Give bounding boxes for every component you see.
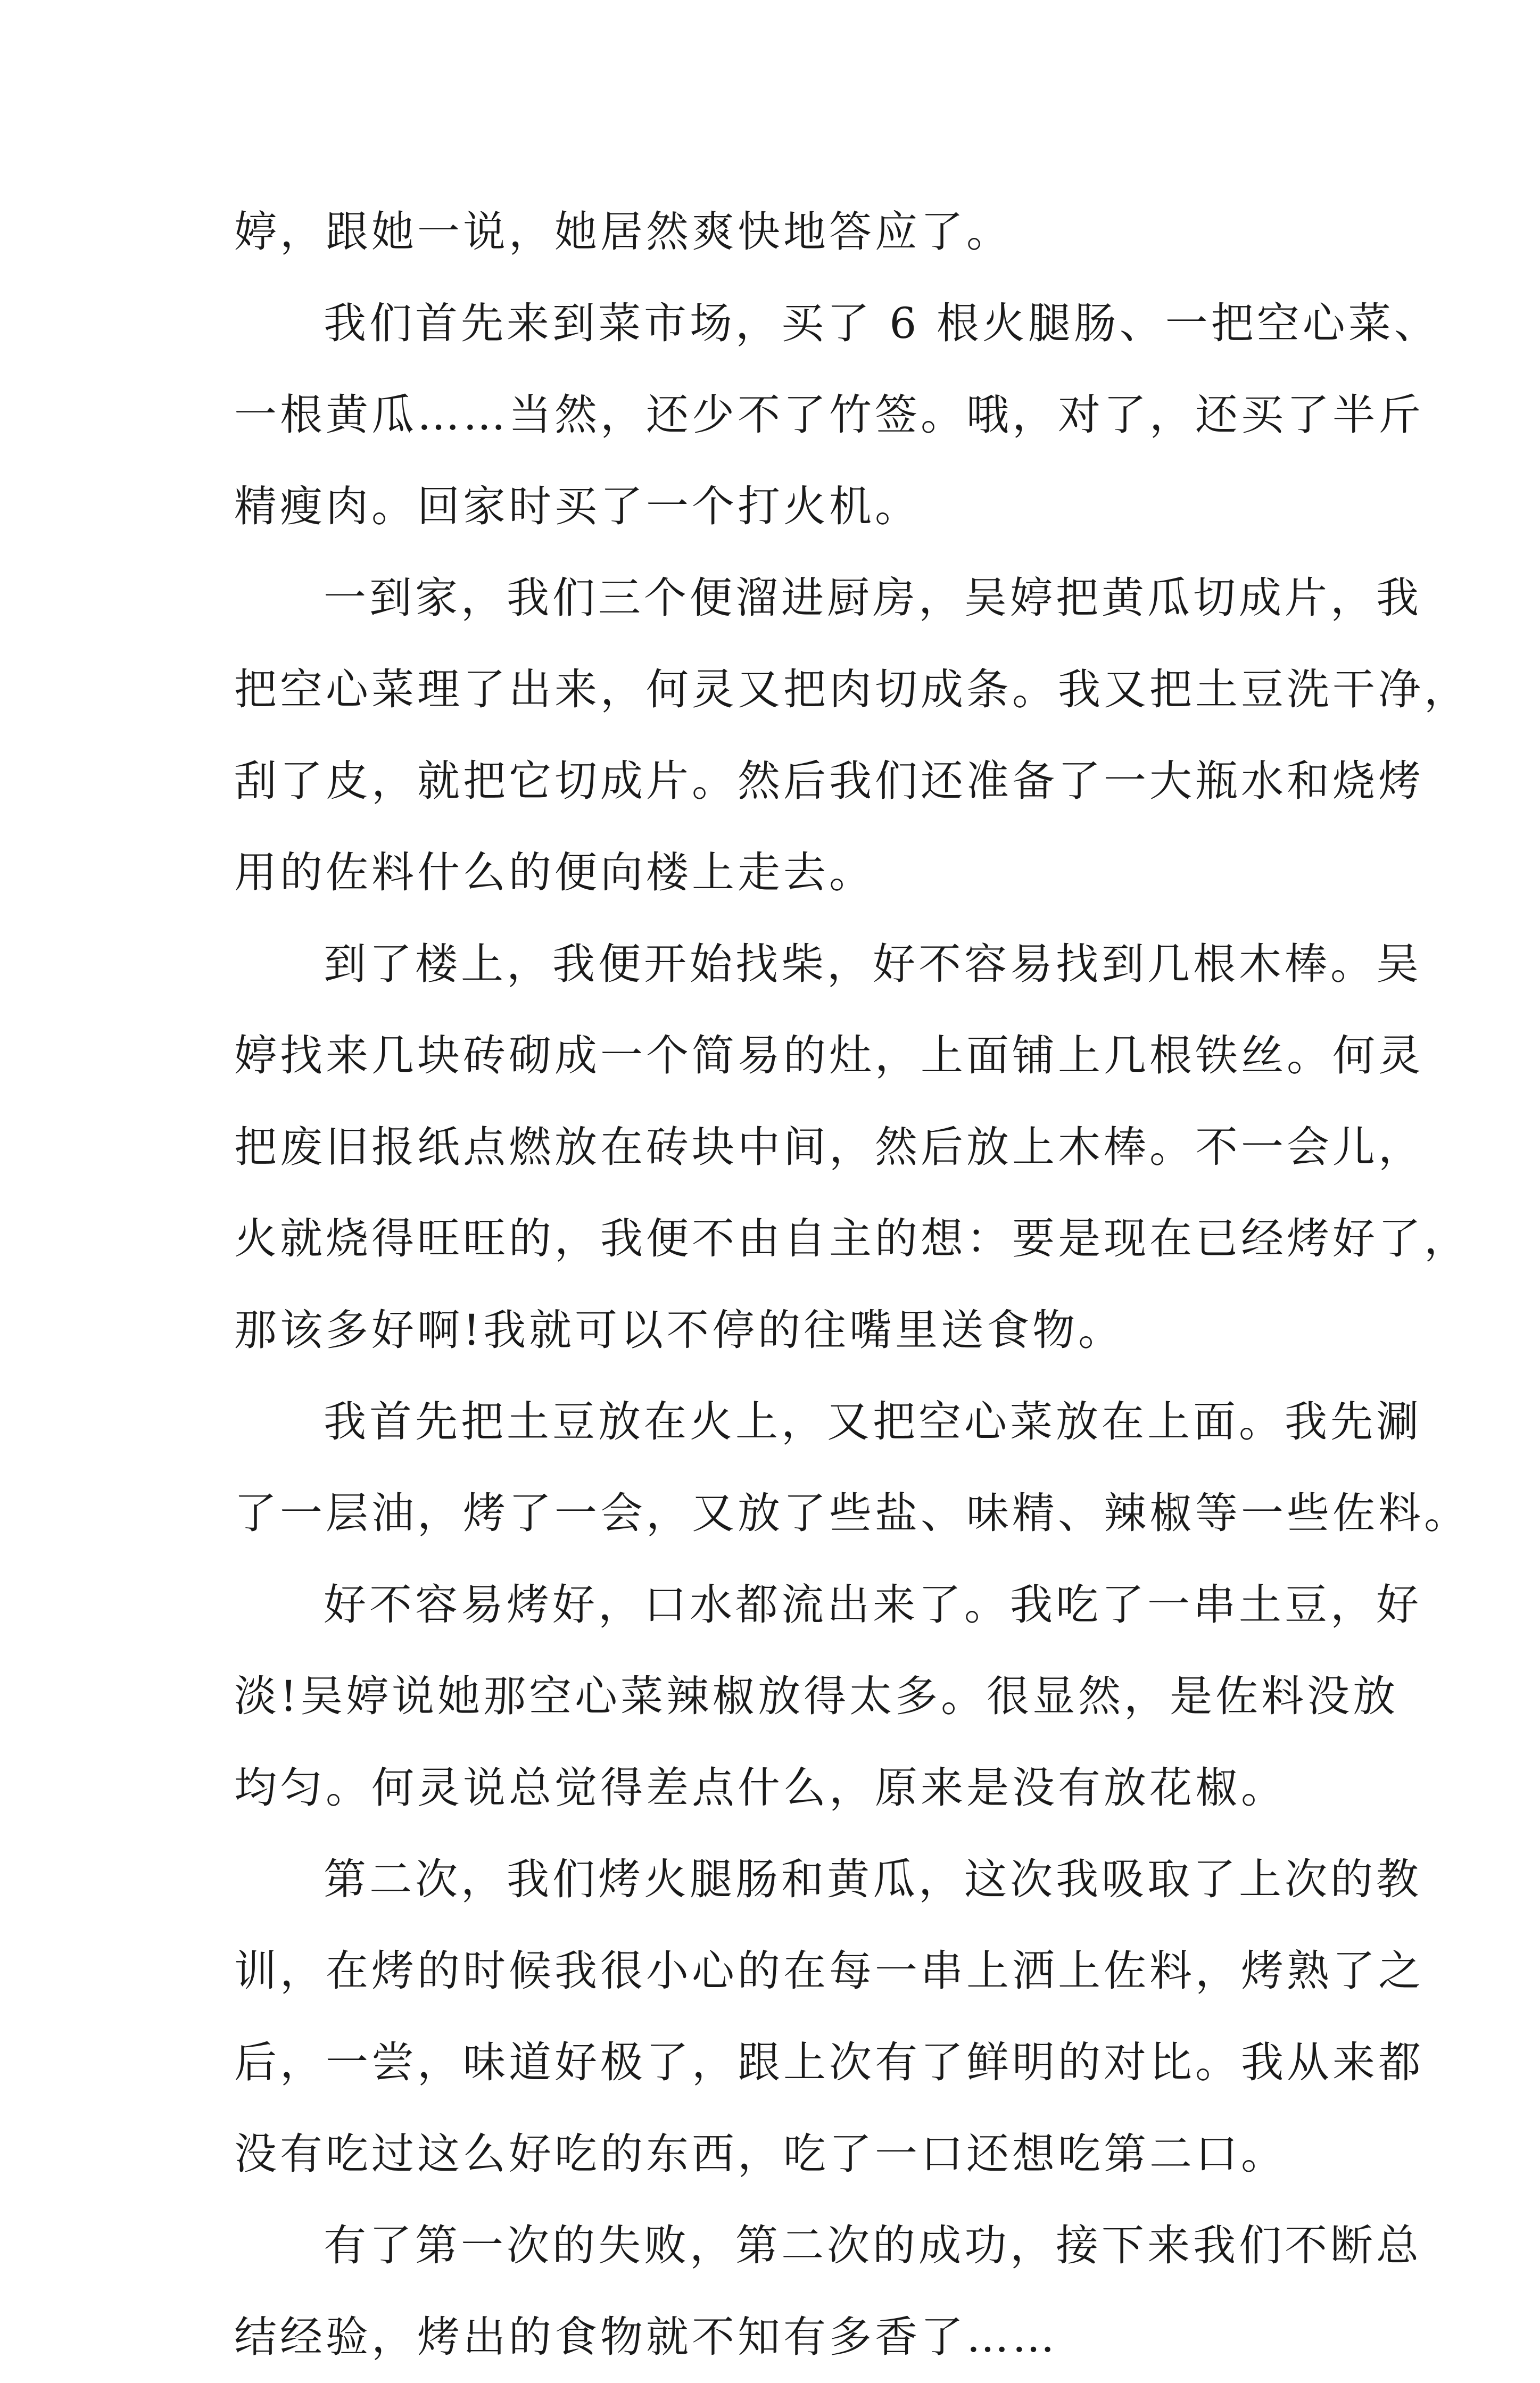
document-page bbox=[234, 186, 1470, 2383]
text-line: 火就烧得旺旺的，我便不由自主的想：要是现在已经烤好了， bbox=[234, 1214, 1470, 1263]
text-line: 有了第一次的失败，第二次的成功，接下来我们不断总 bbox=[324, 2221, 1422, 2270]
text-line: 婷找来几块砖砌成一个简易的灶，上面铺上几根铁丝。何灵 bbox=[234, 1031, 1424, 1080]
text-line: 训，在烤的时候我很小心的在每一串上洒上佐料，烤熟了之 bbox=[234, 1946, 1424, 1996]
text-line: 我们首先来到菜市场，买了 6 根火腿肠、一把空心菜、 bbox=[324, 299, 1440, 348]
text-line: 结经验，烤出的食物就不知有多香了…… bbox=[234, 2312, 1058, 2362]
text-line: 婷，跟她一说，她居然爽快地答应了。 bbox=[234, 207, 1012, 256]
text-line: 一到家，我们三个便溜进厨房，吴婷把黄瓜切成片，我 bbox=[324, 573, 1422, 623]
text-line: 第二次，我们烤火腿肠和黄瓜，这次我吸取了上次的教 bbox=[324, 1855, 1422, 1904]
text-line: 把废旧报纸点燃放在砖块中间，然后放上木棒。不一会儿， bbox=[234, 1122, 1424, 1172]
text-line: 淡!吴婷说她那空心菜辣椒放得太多。很显然，是佐料没放 bbox=[234, 1672, 1399, 1721]
text-line: 精瘦肉。回家时买了一个打火机。 bbox=[234, 482, 921, 531]
text-line: 后，一尝，味道好极了，跟上次有了鲜明的对比。我从来都 bbox=[234, 2038, 1424, 2087]
text-line: 均匀。何灵说总觉得差点什么，原来是没有放花椒。 bbox=[234, 1763, 1287, 1813]
text-line: 我首先把土豆放在火上，又把空心菜放在上面。我先涮 bbox=[324, 1397, 1422, 1446]
text-line: 把空心菜理了出来，何灵又把肉切成条。我又把土豆洗干净， bbox=[234, 665, 1470, 714]
text-line: 一根黄瓜……当然，还少不了竹签。哦，对了，还买了半斤 bbox=[234, 390, 1424, 440]
text-line: 了一层油，烤了一会，又放了些盐、味精、辣椒等一些佐料。 bbox=[234, 1488, 1470, 1538]
text-line: 那该多好啊!我就可以不停的往嘴里送食物。 bbox=[234, 1305, 1124, 1355]
text-line: 到了楼上，我便开始找柴，好不容易找到几根木棒。吴 bbox=[324, 939, 1422, 989]
text-line: 用的佐料什么的便向楼上走去。 bbox=[234, 848, 875, 897]
text-line: 没有吃过这么好吃的东西，吃了一口还想吃第二口。 bbox=[234, 2129, 1287, 2179]
text-line: 刮了皮，就把它切成片。然后我们还准备了一大瓶水和烧烤 bbox=[234, 756, 1424, 806]
text-line: 好不容易烤好，口水都流出来了。我吃了一串土豆，好 bbox=[324, 1580, 1422, 1629]
